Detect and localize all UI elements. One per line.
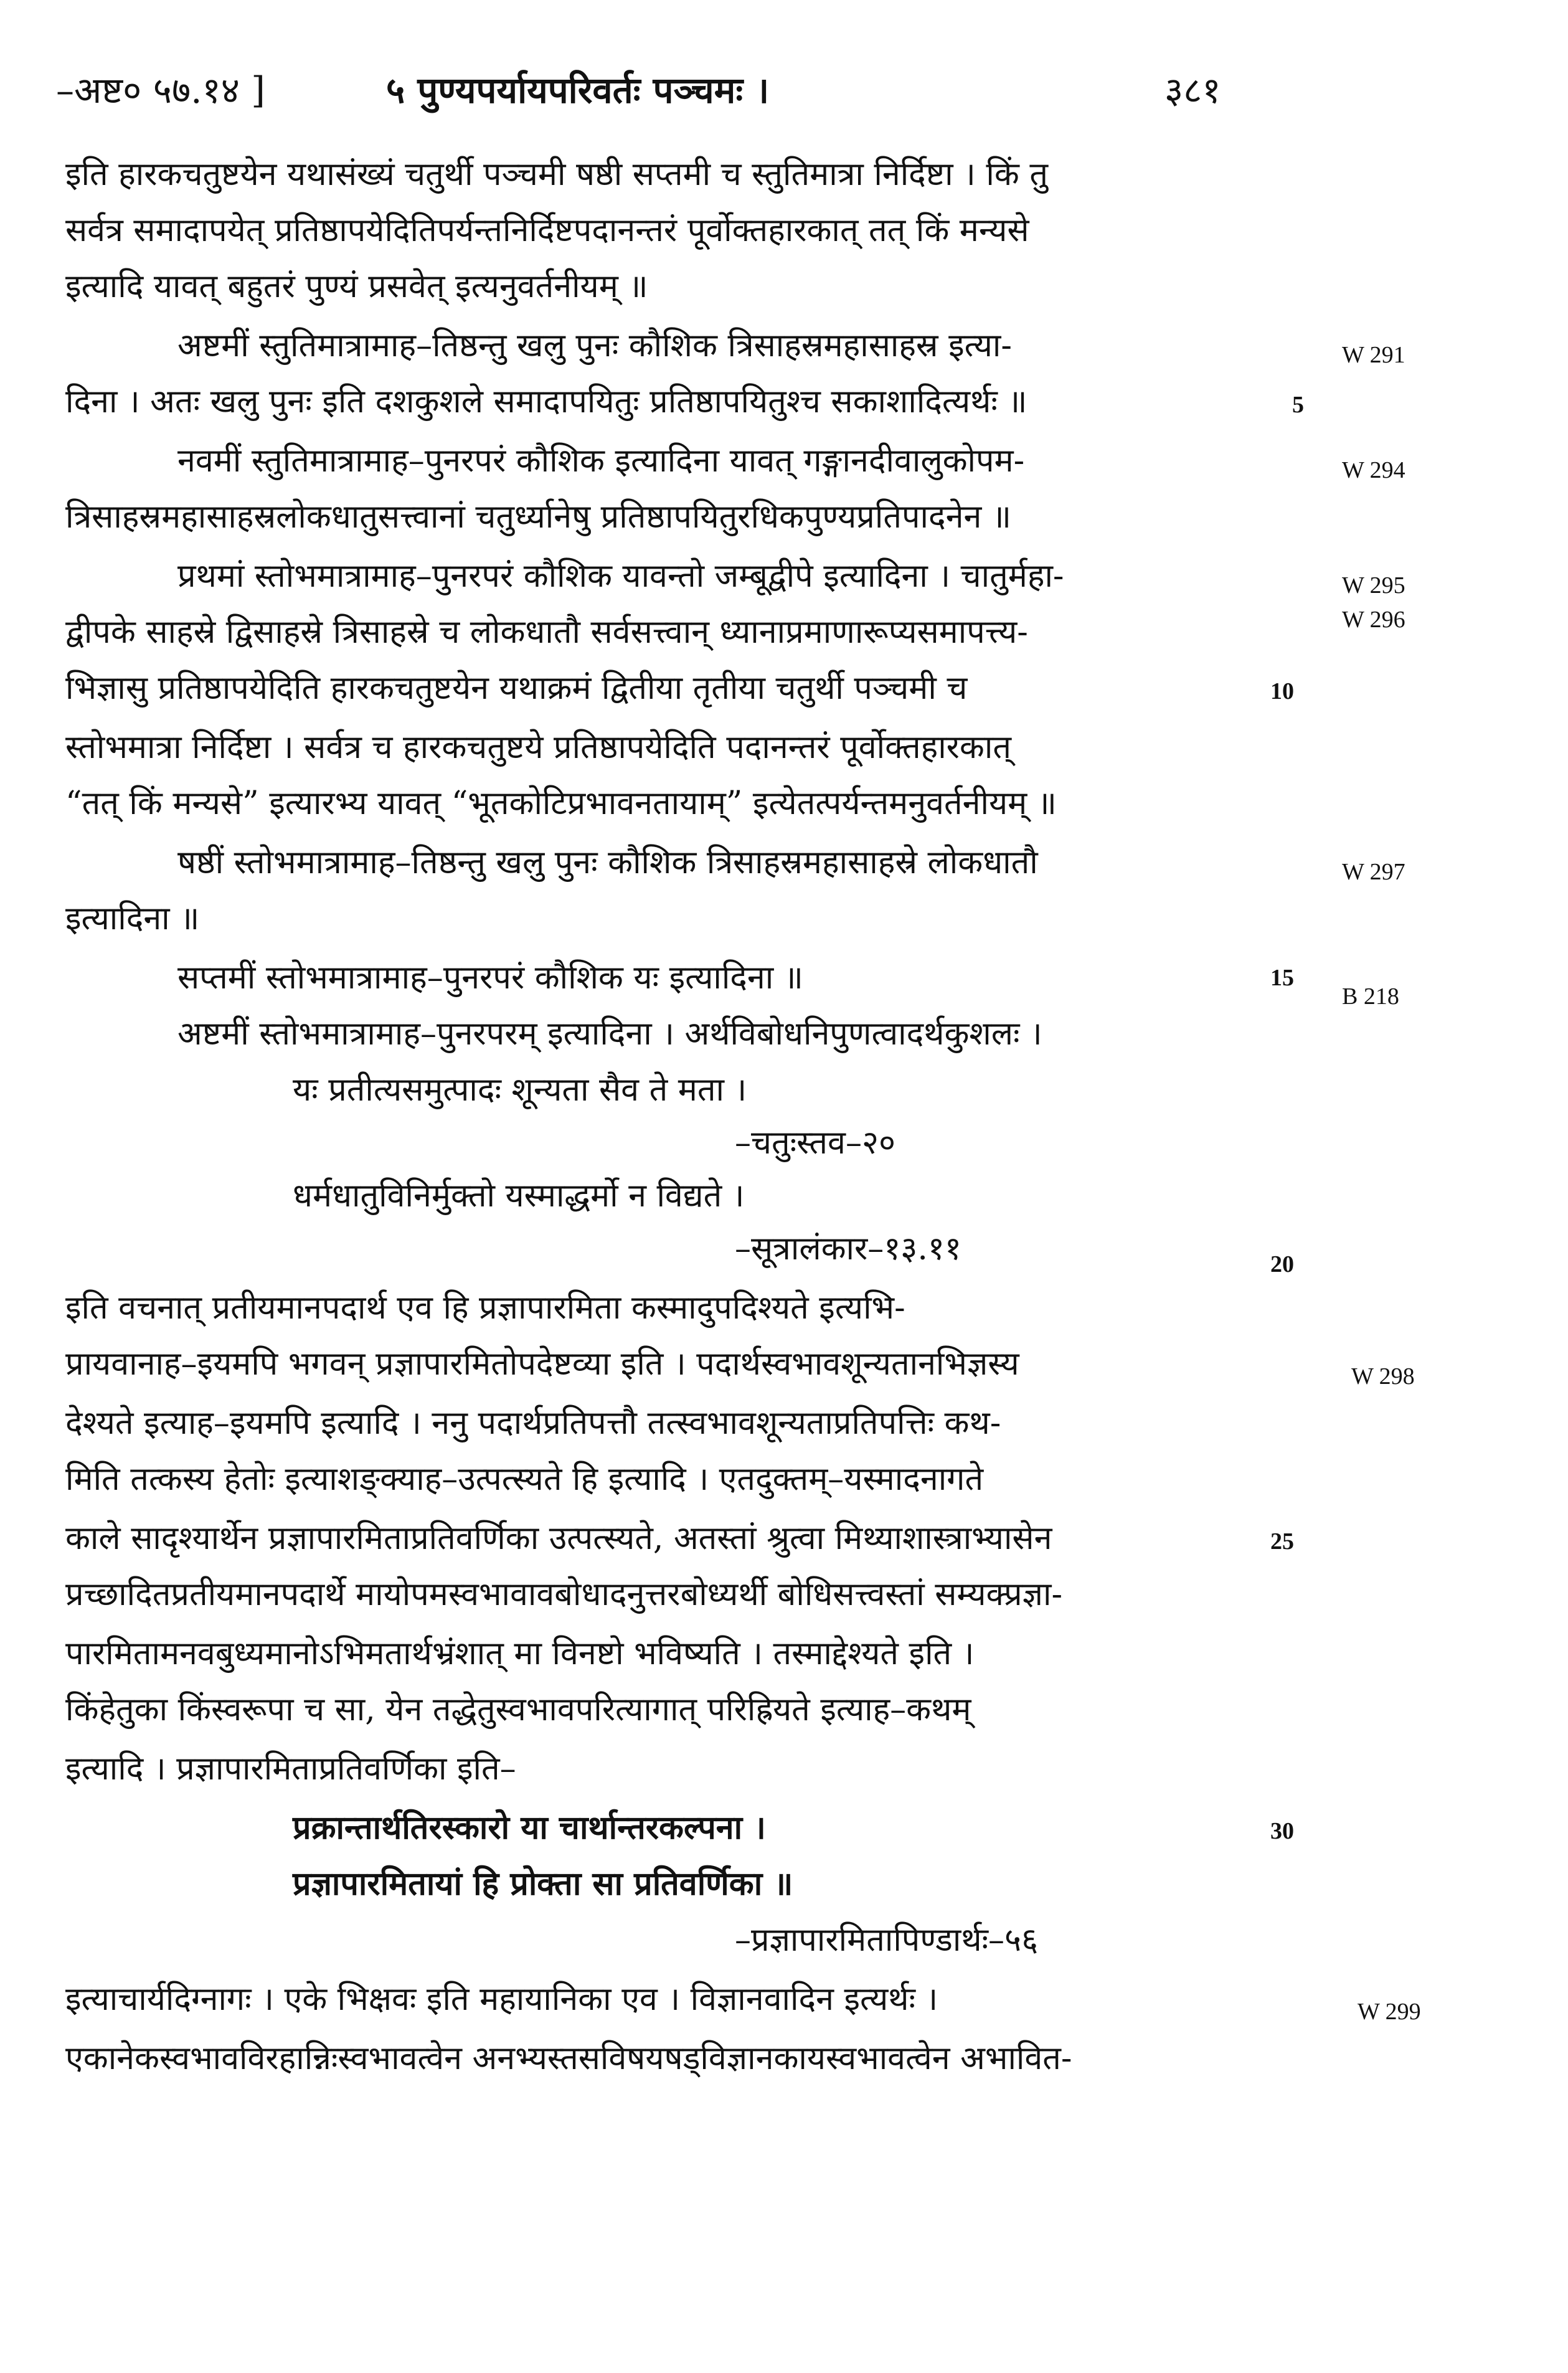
margin-ref: W 297 bbox=[1342, 859, 1405, 885]
verse-citation: –प्रज्ञापारमितापिण्डार्थः–५६ bbox=[735, 1921, 1039, 1959]
verse-line: धर्मधातुविनिर्मुक्तो यस्माद्धर्मो न विद्यते । bbox=[293, 1177, 745, 1215]
text-line: इत्याचार्यदिग्नागः । एके भिक्षवः इति महायानिका एव । विज्ञानवादिन इत्यर्थः । bbox=[65, 1981, 938, 2018]
margin-ref: W 298 bbox=[1351, 1363, 1415, 1390]
text-line: इति वचनात् प्रतीयमानपदार्थ एव हि प्रज्ञापारमिता कस्मादुपदिश्यते इत्यभि- bbox=[65, 1289, 905, 1327]
margin-ref: W 299 bbox=[1358, 1999, 1421, 2025]
text-line: प्रथमां स्तोभमात्रामाह–पुनरपरं कौशिक यावन्तो जम्बूद्वीपे इत्यादिना । चातुर्महा- bbox=[177, 557, 1064, 595]
text-line: सप्तमीं स्तोभमात्रामाह–पुनरपरं कौशिक यः इत्यादिना ॥ bbox=[177, 959, 803, 997]
verse-line: प्रक्रान्तार्थतिरस्कारो या चार्थान्तरकल्पना । bbox=[293, 1809, 766, 1847]
line-number: 25 bbox=[1270, 1528, 1294, 1555]
header-left-ref: –अष्ट० ५७.१४ ] bbox=[56, 69, 265, 111]
text-line: प्रच्छादितप्रतीयमानपदार्थे मायोपमस्वभावावबोधादनुत्तरबोध्यर्थी बोधिसत्त्वस्तां सम्यक्प्रज्ञा- bbox=[65, 1576, 1063, 1613]
verse-citation: –चतुःस्तव–२० bbox=[735, 1124, 896, 1162]
verse-line: प्रज्ञापारमितायां हि प्रोक्ता सा प्रतिवर्णिका ॥ bbox=[293, 1865, 793, 1903]
line-number: 10 bbox=[1270, 678, 1294, 704]
text-line: त्रिसाहस्रमहासाहस्रलोकधातुसत्त्वानां चतुर्ध्यानेषु प्रतिष्ठापयितुरधिकपुण्यप्रतिपादनेन ॥ bbox=[65, 498, 1012, 536]
margin-ref: W 296 bbox=[1342, 607, 1405, 633]
text-line: पारमितामनवबुध्यमानोऽभिमतार्थभ्रंशात् मा विनष्टो भविष्यति । तस्माद्देश्यते इति । bbox=[65, 1635, 975, 1672]
text-line: इत्यादिना ॥ bbox=[65, 900, 200, 937]
text-line: भिज्ञासु प्रतिष्ठापयेदिति हारकचतुष्टयेन यथाक्रमं द्वितीया तृतीया चतुर्थी पञ्चमी च bbox=[65, 670, 968, 707]
text-line: किंहेतुका किंस्वरूपा च सा, येन तद्धेतुस्वभावपरित्यागात् परिह्रियते इत्याह–कथम् bbox=[65, 1691, 971, 1728]
text-line: सर्वत्र समादापयेत् प्रतिष्ठापयेदितिपर्यन्तनिर्दिष्टपदानन्तरं पूर्वोक्तहारकात् तत् किं मन्यसे bbox=[65, 212, 1029, 249]
line-number: 20 bbox=[1270, 1251, 1294, 1277]
text-line: नवमीं स्तुतिमात्रामाह–पुनरपरं कौशिक इत्यादिना यावत् गङ्गानदीवालुकोपम- bbox=[177, 442, 1025, 480]
line-number: 15 bbox=[1270, 965, 1294, 991]
text-line: देश्यते इत्याह–इयमपि इत्यादि । ननु पदार्थप्रतिपत्तौ तत्स्वभावशून्यताप्रतिपत्तिः कथ- bbox=[65, 1404, 1001, 1442]
text-line: इत्यादि । प्रज्ञापारमिताप्रतिवर्णिका इति– bbox=[65, 1750, 516, 1788]
margin-ref: W 291 bbox=[1342, 342, 1405, 368]
chapter-heading: ५ पुण्यपर्यायपरिवर्तः पञ्चमः । bbox=[386, 69, 770, 111]
text-line: इत्यादि यावत् बहुतरं पुण्यं प्रसवेत् इत्यनुवर्तनीयम् ॥ bbox=[65, 268, 648, 305]
text-line: मिति तत्कस्य हेतोः इत्याशङ्क्याह–उत्पत्स्यते हि इत्यादि । एतदुक्तम्–यस्मादनागते bbox=[65, 1461, 984, 1498]
line-number: 30 bbox=[1270, 1818, 1294, 1844]
text-line: काले सादृश्यार्थेन प्रज्ञापारमिताप्रतिवर्णिका उत्पत्स्यते, अतस्तां श्रुत्वा मिथ्याशास्त्राभ्यासेन bbox=[65, 1520, 1052, 1557]
verse-line: यः प्रतीत्यसमुत्पादः शून्यता सैव ते मता । bbox=[293, 1071, 747, 1109]
text-line: अष्टमीं स्तुतिमात्रामाह–तिष्ठन्तु खलु पुनः कौशिक त्रिसाहस्रमहासाहस्र इत्या- bbox=[177, 327, 1012, 364]
line-number: 5 bbox=[1292, 392, 1304, 418]
text-line: दिना । अतः खलु पुनः इति दशकुशले समादापयितुः प्रतिष्ठापयितुश्च सकाशादित्यर्थः ॥ bbox=[65, 383, 1027, 420]
text-line: स्तोभमात्रा निर्दिष्टा । सर्वत्र च हारकचतुष्टये प्रतिष्ठापयेदिति पदानन्तरं पूर्वोक्तहारकात् bbox=[65, 729, 1011, 766]
text-line: “तत् किं मन्यसे” इत्यारभ्य यावत् “भूतकोटिप्रभावनतायाम्” इत्येतत्पर्यन्तमनुवर्तनीयम् ॥ bbox=[65, 785, 1057, 822]
margin-ref: B 218 bbox=[1342, 983, 1399, 1010]
verse-citation: –सूत्रालंकार–१३.११ bbox=[735, 1230, 961, 1267]
margin-ref: W 294 bbox=[1342, 457, 1405, 483]
text-line: अष्टमीं स्तोभमात्रामाह–पुनरपरम् इत्यादिना । अर्थविबोधनिपुणत्वादर्थकुशलः । bbox=[177, 1015, 1042, 1053]
text-line: द्वीपके साहस्रे द्विसाहस्रे त्रिसाहस्रे च लोकधातौ सर्वसत्त्वान् ध्यानाप्रमाणारूप्यसमापत्त्य- bbox=[65, 613, 1028, 651]
text-line: षष्ठीं स्तोभमात्रामाह–तिष्ठन्तु खलु पुनः कौशिक त्रिसाहस्रमहासाहस्रे लोकधातौ bbox=[177, 844, 1038, 881]
margin-ref: W 295 bbox=[1342, 572, 1405, 599]
text-line: एकानेकस्वभावविरहान्निःस्वभावत्वेन अनभ्यस्तसविषयषड्विज्ञानकायस्वभावत्वेन अभावित- bbox=[65, 2040, 1072, 2077]
text-line: इति हारकचतुष्टयेन यथासंख्यं चतुर्थी पञ्चमी षष्ठी सप्तमी च स्तुतिमात्रा निर्दिष्टा । किं तु bbox=[65, 156, 1048, 193]
page-number: ३८१ bbox=[1164, 69, 1221, 111]
text-line: प्रायवानाह–इयमपि भगवन् प्रज्ञापारमितोपदेष्टव्या इति । पदार्थस्वभावशून्यतानभिज्ञस्य bbox=[65, 1345, 1019, 1383]
